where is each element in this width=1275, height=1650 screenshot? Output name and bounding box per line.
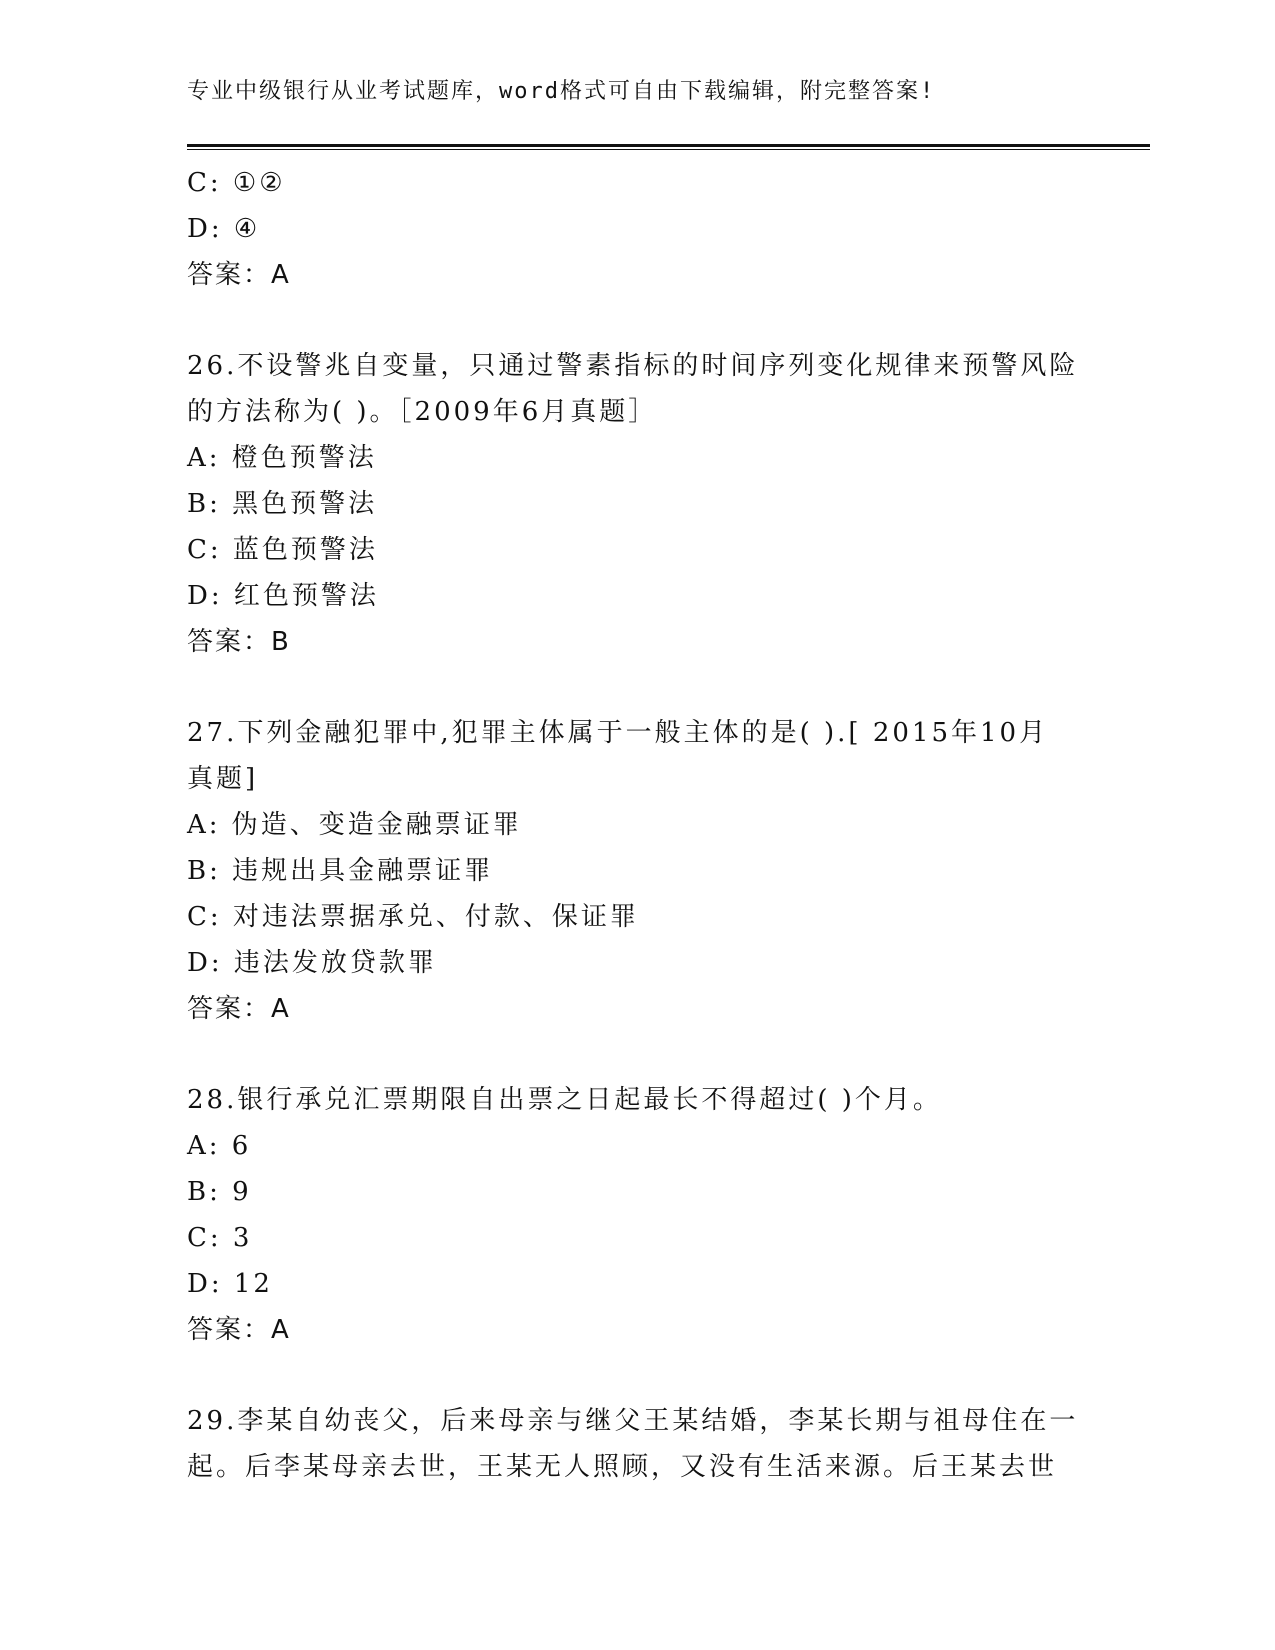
option-c: C: ①②	[187, 168, 286, 198]
option-b: B: 违规出具金融票证罪	[187, 856, 494, 886]
option-c: C: 3	[187, 1223, 253, 1253]
question-29	[187, 1398, 1087, 1490]
option-d: D: ④	[187, 214, 261, 244]
option-b: B: 黑色预警法	[187, 489, 378, 519]
document-body	[187, 160, 1087, 1490]
question-text-line: 27.下列金融犯罪中,犯罪主体属于一般主体的是( ).[ 2015年10月	[187, 718, 1049, 748]
answer-line: 答案：A	[187, 1315, 291, 1345]
page-header: 专业中级银行从业考试题库，word格式可自由下载编辑，附完整答案!	[187, 79, 936, 104]
option-a: A: 6	[187, 1131, 252, 1161]
option-b: B: 9	[187, 1177, 252, 1207]
option-c: C: 蓝色预警法	[187, 535, 378, 565]
option-d: D: 12	[187, 1269, 273, 1299]
option-a: A: 橙色预警法	[187, 443, 377, 473]
question-28	[187, 1077, 1087, 1353]
answer-line: 答案：B	[187, 627, 291, 657]
question-26	[187, 343, 1087, 665]
question-text-line: 28.银行承兑汇票期限自出票之日起最长不得超过( )个月。	[187, 1085, 942, 1115]
option-d: D: 红色预警法	[187, 581, 379, 611]
question-text-line: 的方法称为( )。［2009年6月真题］	[187, 397, 658, 427]
option-a: A: 伪造、变造金融票证罪	[187, 810, 522, 840]
question-text-line: 真题]	[187, 764, 259, 794]
question-text-line: 29.李某自幼丧父，后来母亲与继父王某结婚，李某长期与祖母住在一	[187, 1406, 1079, 1436]
answer-line: 答案：A	[187, 260, 291, 290]
option-c: C: 对违法票据承兑、付款、保证罪	[187, 902, 639, 932]
option-d: D: 违法发放贷款罪	[187, 948, 437, 978]
question-text-line: 起。后李某母亲去世，王某无人照顾，又没有生活来源。后王某去世	[187, 1452, 1058, 1482]
question-27	[187, 710, 1087, 1032]
question-text-line: 26.不设警兆自变量，只通过警素指标的时间序列变化规律来预警风险	[187, 351, 1079, 381]
header-divider	[187, 144, 1150, 150]
answer-line: 答案：A	[187, 994, 291, 1024]
